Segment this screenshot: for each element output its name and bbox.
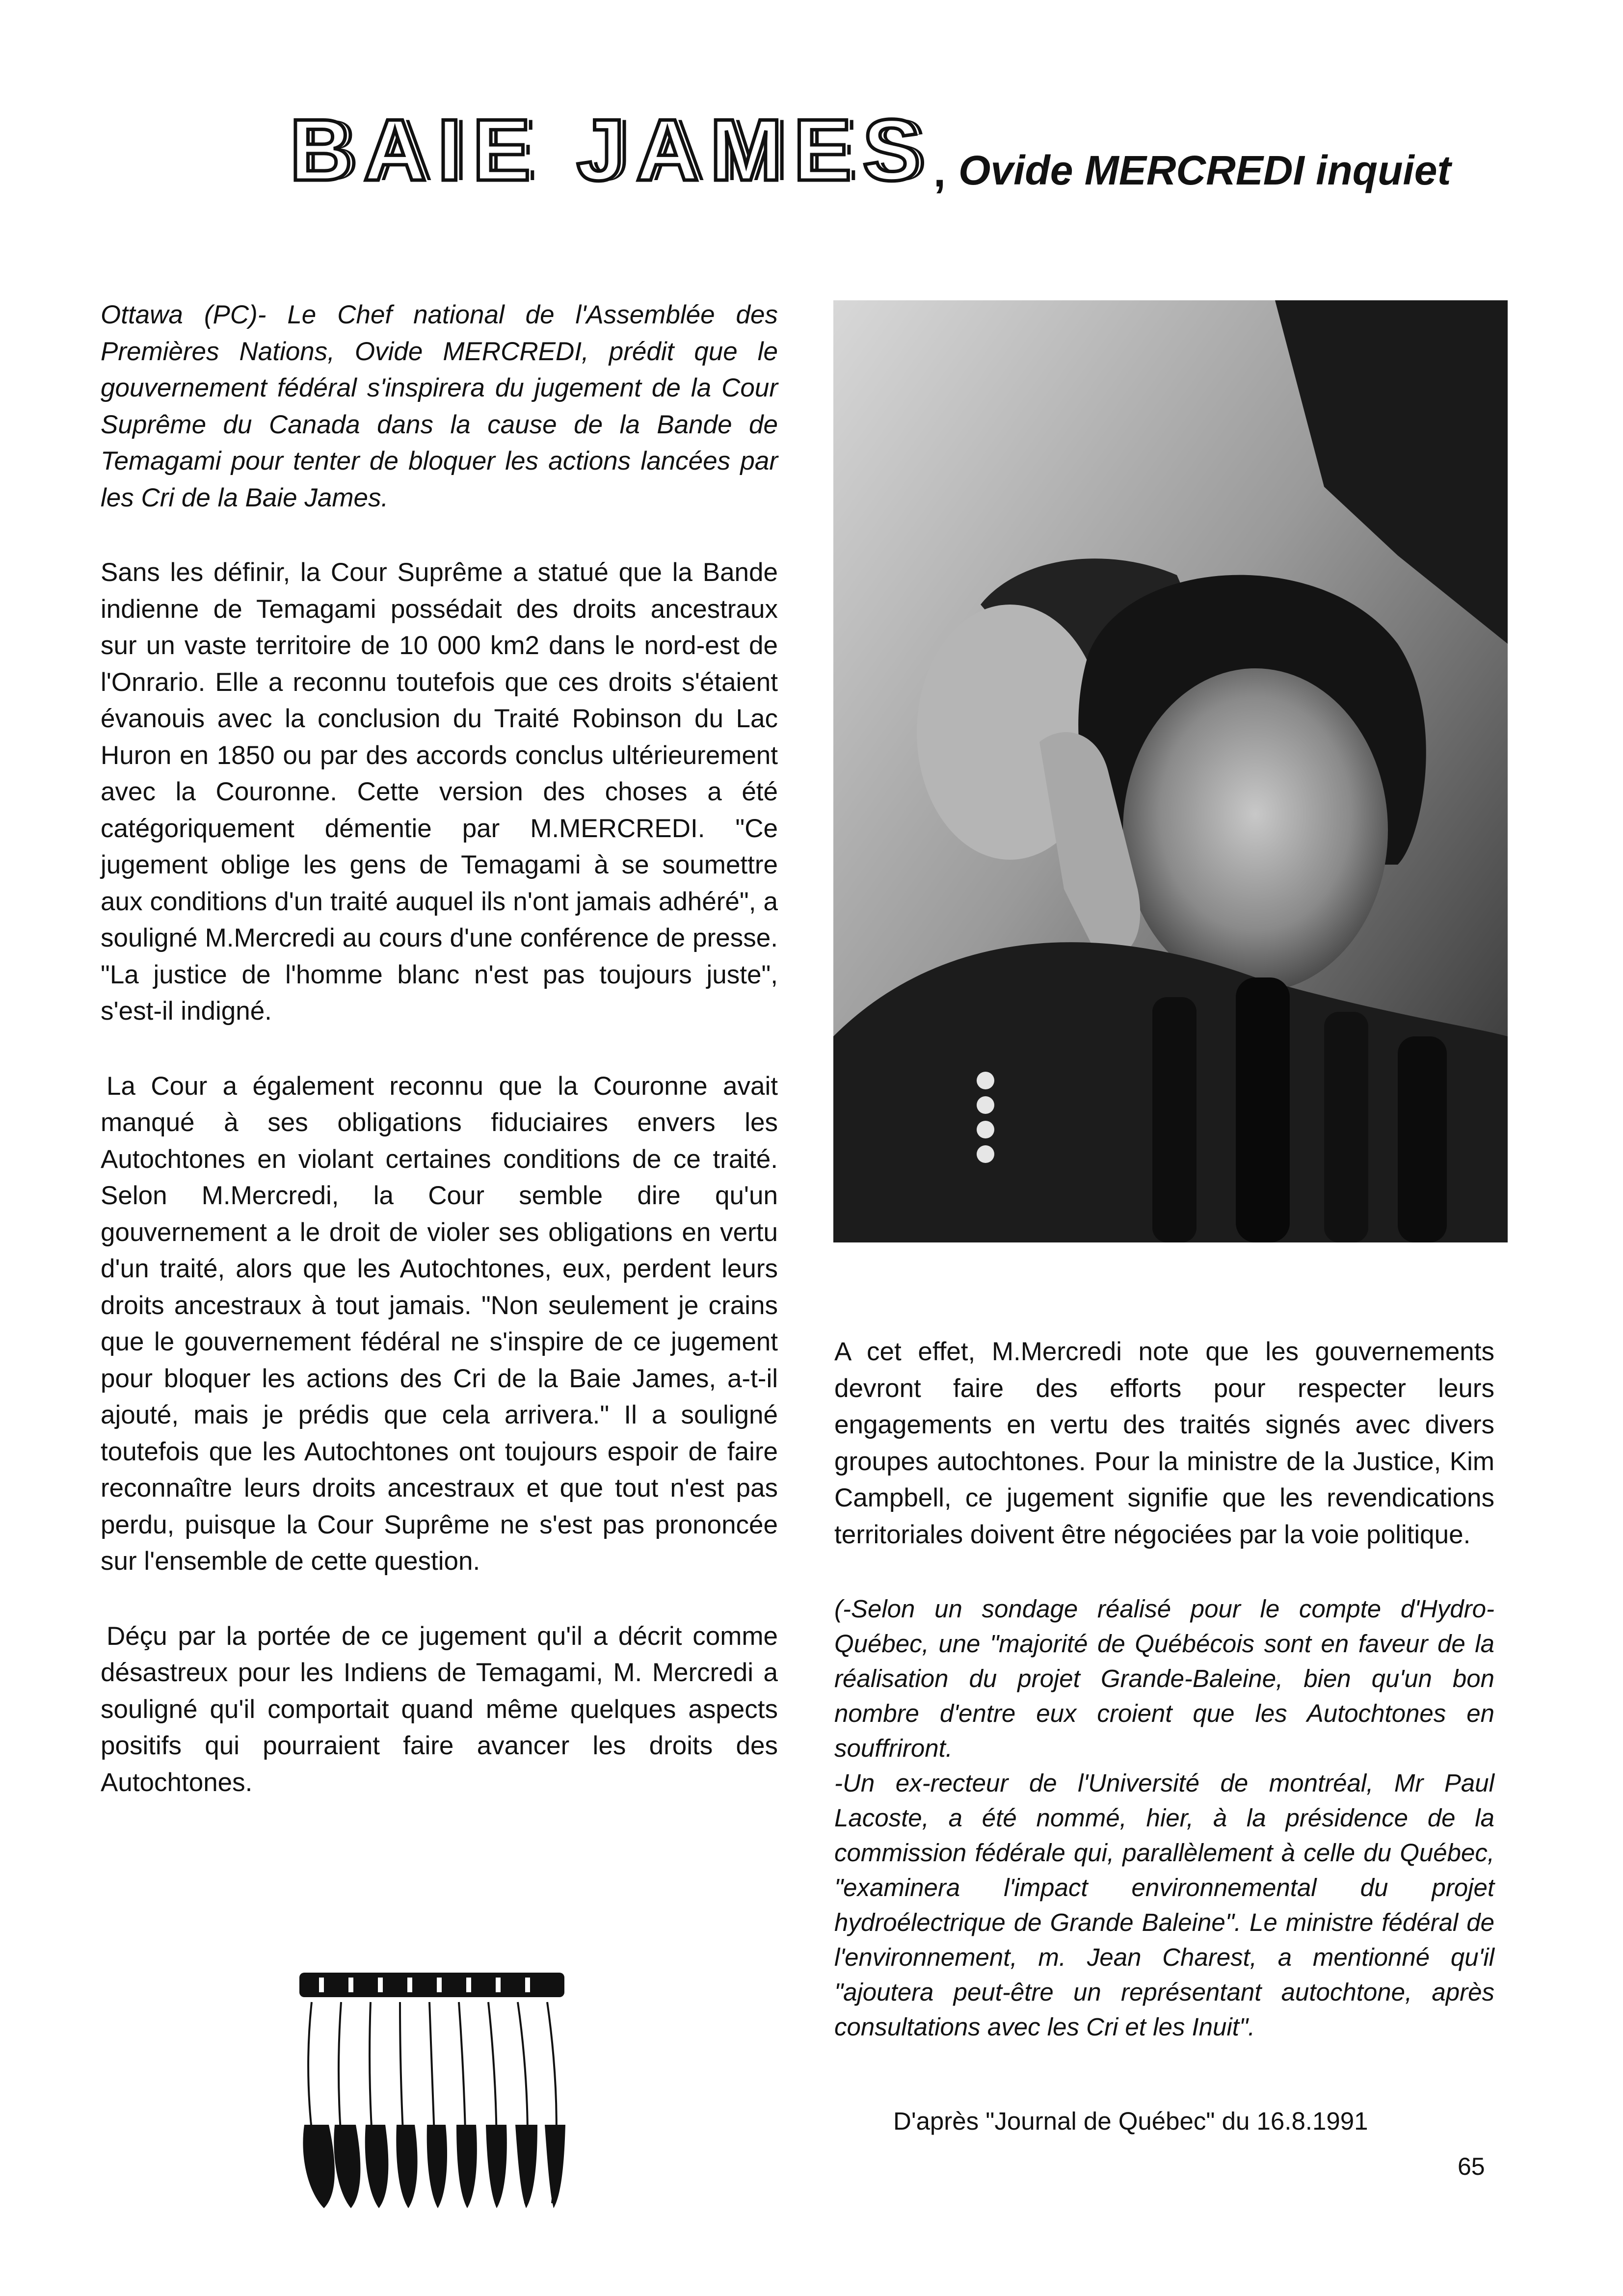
note-sondage: (-Selon un sondage réalisé pour le compte d'Hydro-Québec, une "majorité de Québécois sont en faveur de la réalisation du projet Grande-Baleine, bien qu'un bon nombre d'entre eux croient que les Autochtones en souffriront. <box>834 1595 1494 1762</box>
feathers-illustration <box>290 1963 574 2213</box>
source-citation: D'après "Journal de Québec" du 16.8.1991 <box>893 2107 1368 2135</box>
article-paragraph-5: A cet effet, M.Mercredi note que les gouvernements devront faire des efforts pour respecter leurs engagements en vertu des traités signés avec divers groupes autochtones. Pour la ministre de la Justice, Kim Campbell, ce jugement signifie que les revendications territoriales doivent être négociées par la voie politique. <box>834 1337 1494 1549</box>
article-paragraph-4: Déçu par la portée de ce jugement qu'il a décrit comme désastreux pour les Indiens de Temagami, M. Mercredi a souligné qu'il comportait quand même quelques aspects positifs qui pourraient faire avancer les droits des Autochtones. <box>101 1621 778 1797</box>
title-subtitle: Ovide MERCREDI inquiet <box>958 147 1451 193</box>
feathers-icon <box>290 1963 574 2213</box>
right-column <box>834 1334 1494 2044</box>
note-commission: -Un ex-recteur de l'Université de montréal, Mr Paul Lacoste, a été nommé, hier, à la présidence de la commission fédérale qui, parallèlement à celle du Québec, "examinera l'impact environnemental du projet hydroélectrique de Grande Baleine". Le ministre fédéral de l'environnement, m. Jean Charest, a mentionné qu'il "ajoutera peut-être un représentant autochtone, après consultations avec les Cri et les Inuit". <box>834 1769 1494 2041</box>
article-lead-paragraph: Ottawa (PC)- Le Chef national de l'Assemblée des Premières Nations, Ovide MERCREDI, prédit que le gouvernement fédéral s'inspirera du jugement de la Cour Suprême du Canada dans la cause de la Bande de Temagami pour tenter de bloquer les actions lancées par les Cri de la Baie James. <box>101 300 778 512</box>
title-main: BAIE JAMES <box>290 101 931 199</box>
title-comma: , <box>933 147 946 196</box>
left-column <box>101 297 778 1801</box>
article-paragraph-2: Sans les définir, la Cour Suprême a statué que la Bande indienne de Temagami possédait des droits ancestraux sur un vaste territoire de 10 000 km2 dans le nord-est de l'Onrario. Elle a reconnu toutefois que ces droits s'étaient évanouis avec la conclusion du Traité Robinson du Lac Huron en 1850 ou par des accords conclus ultérieurement avec la Couronne. Cette version des choses a été catégoriquement démentie par M.MERCREDI. "Ce jugement oblige les gens de Temagami à se soumettre aux conditions d'un traité auquel ils n'ont jamais adhéré", a souligné M.Mercredi au cours d'une conférence de presse. "La justice de l'homme blanc n'est pas toujours juste", s'est-il indigné. <box>101 558 778 1026</box>
page-number: 65 <box>1458 2153 1485 2180</box>
page-title <box>290 101 1451 199</box>
portrait-photo-illustration <box>833 300 1508 1242</box>
article-paragraph-3: La Cour a également reconnu que la Couronne avait manqué à ses obligations fiduciaires envers les Autochtones en violant certaines conditions de ce traité. Selon M.Mercredi, la Cour semble dire qu'un gouvernement a le droit de violer ses obligations en vertu d'un traité, alors que les Autochtones, eux, perdent leurs droits ancestraux à tout jamais. "Non seulement je crains que le gouvernement fédéral ne s'inspire de ce jugement pour bloquer les actions des Cri de la Baie James, a-t-il ajouté, mais je prédis que cela arrivera." Il a souligné toutefois que les Autochtones ont toujours espoir de faire reconnaître leurs droits ancestraux et que tout n'est pas perdu, puisque la Cour Suprême ne s'est pas prononcée sur l'ensemble de cette question. <box>101 1071 778 1576</box>
press-photo <box>833 300 1508 1242</box>
